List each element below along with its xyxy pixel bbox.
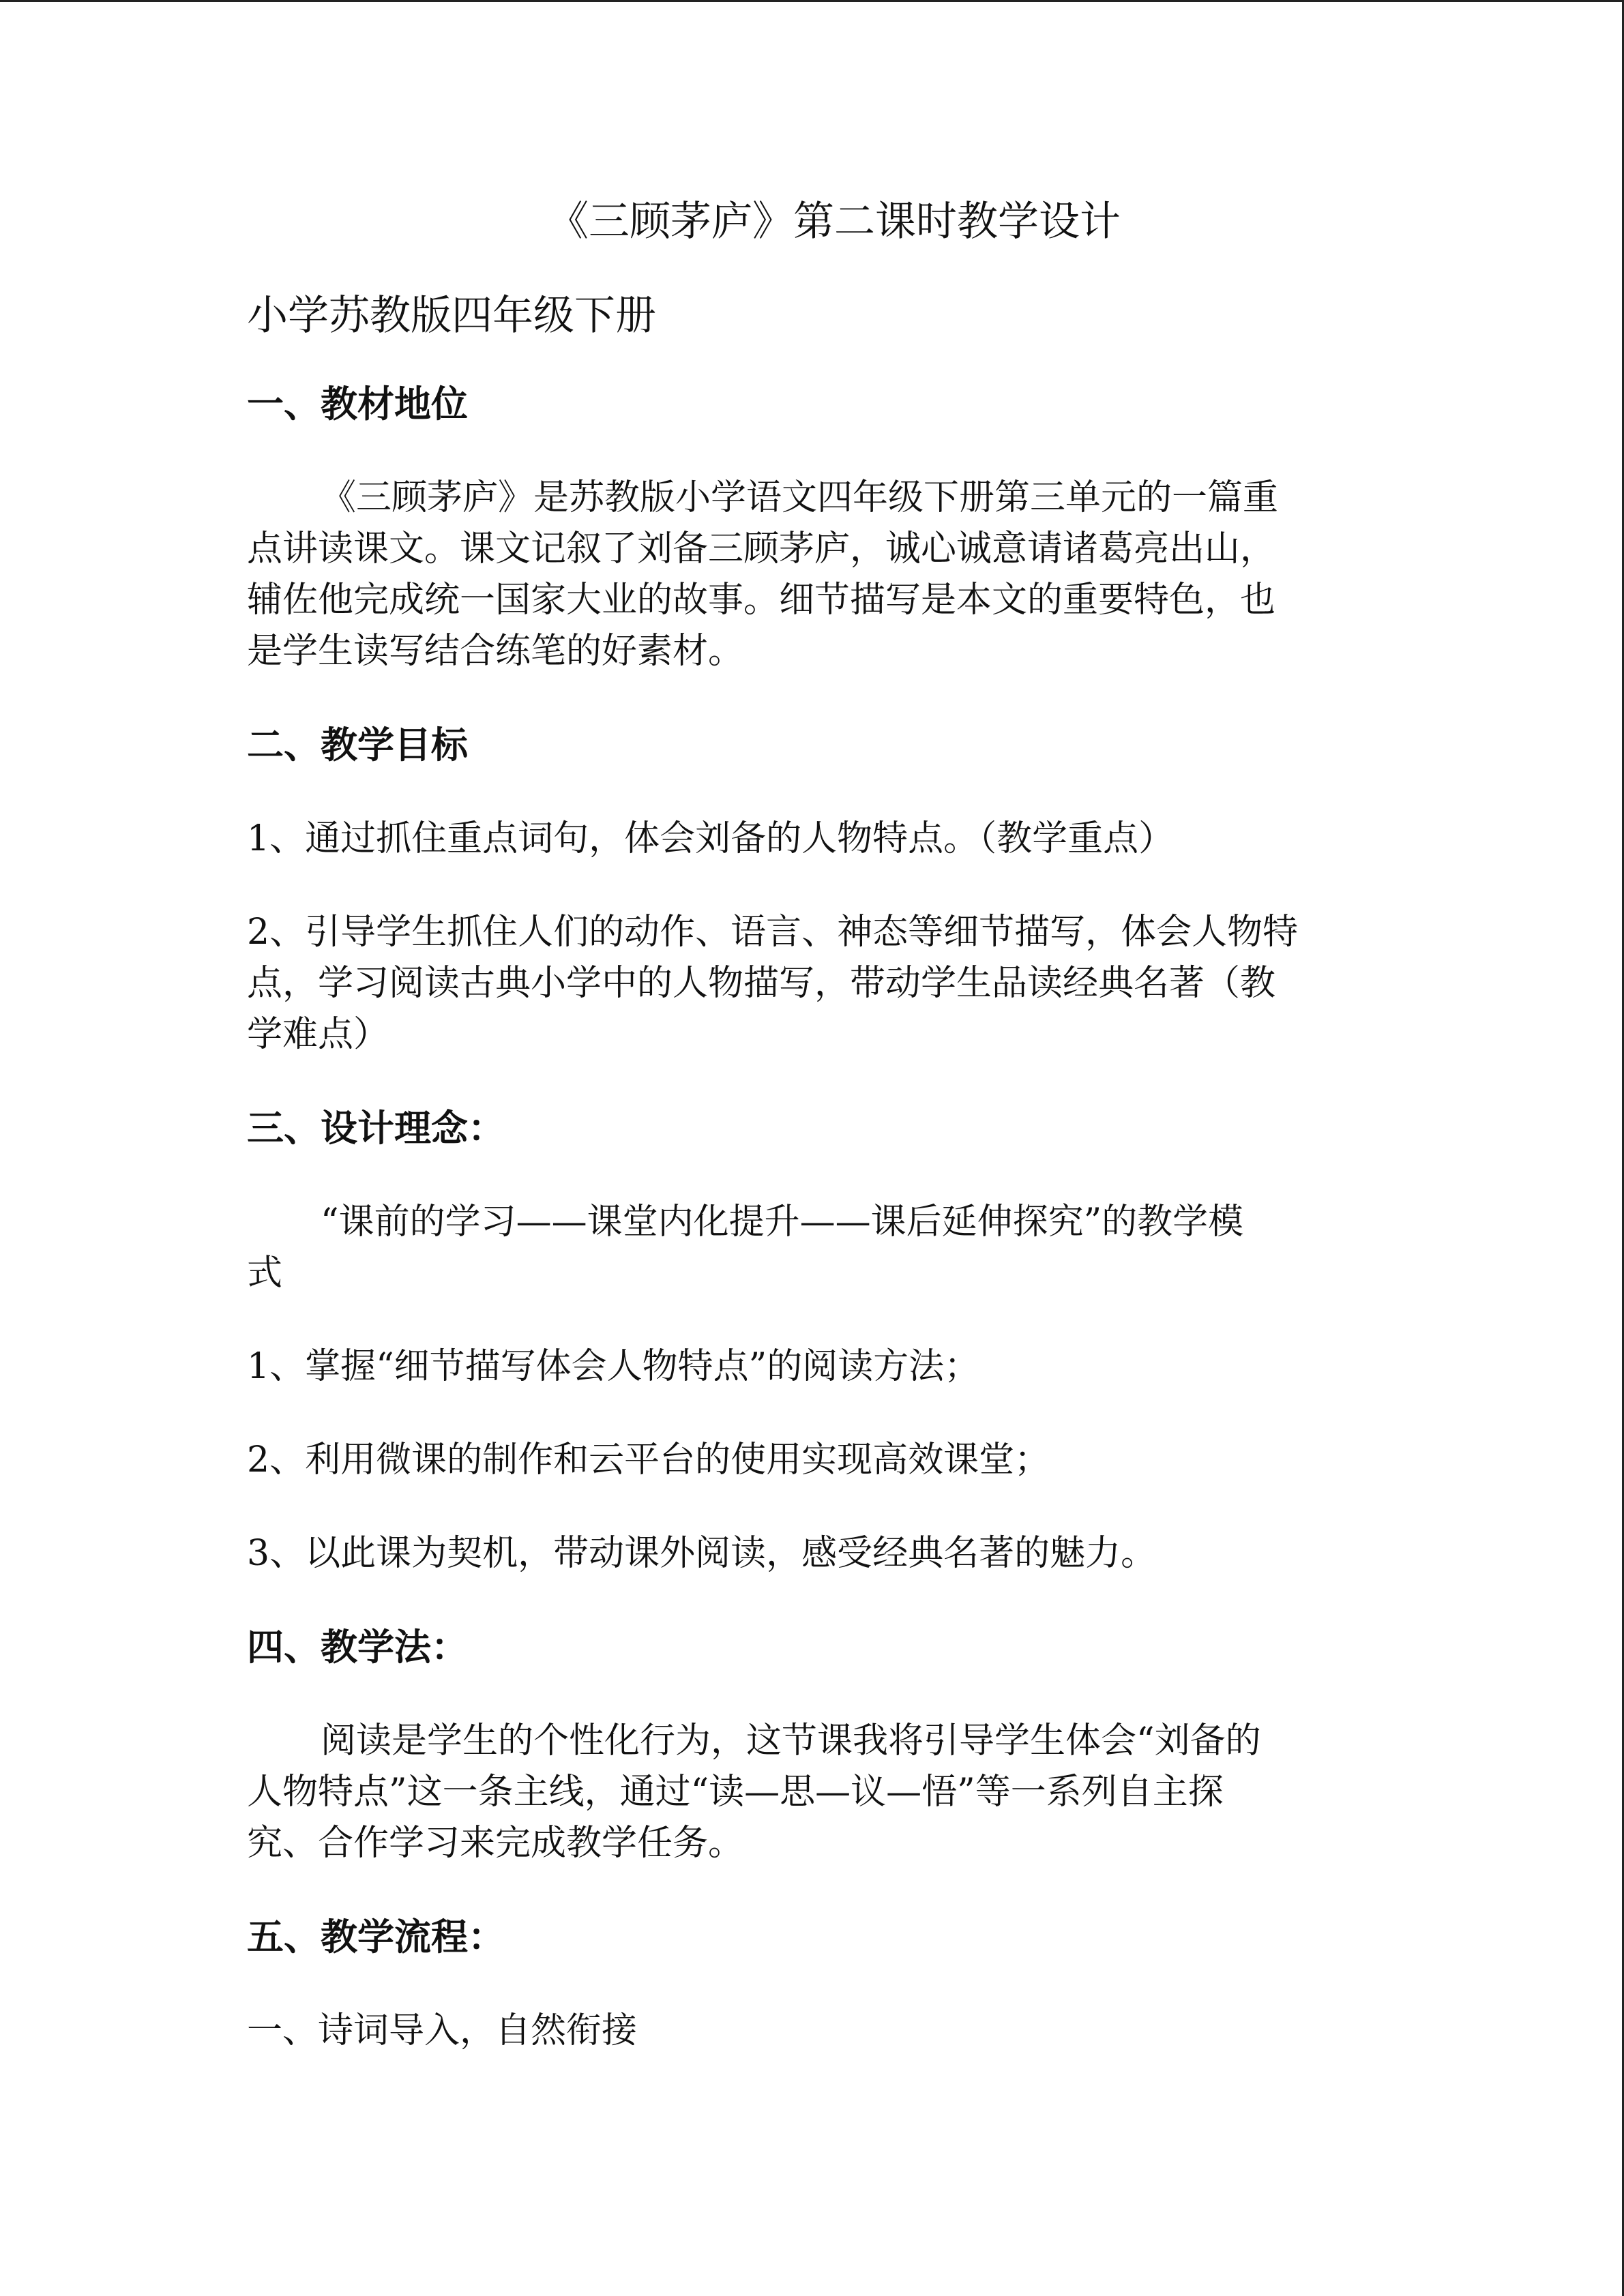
paragraph-line: “课前的学习——课堂内化提升——课后延伸探究”的教学模 [321,1202,1244,1242]
document-content [247,194,1379,2099]
goal-item-2 [247,907,1379,1060]
section-heading-design-concept: 三、设计理念： [247,1107,505,1150]
design-concept-intro [247,1197,1379,1299]
document-title: 《三顾茅庐》第二课时教学设计 [548,198,1121,245]
paragraph-line: 辅佐他完成统一国家大业的故事。细节描写是本文的重要特色，也 [247,580,1276,621]
concept-item-1: 1、掌握“细节描写体会人物特点”的阅读方法； [247,1346,980,1387]
section-heading-teaching-method: 四、教学法： [247,1626,468,1669]
paragraph-line: 《三顾茅庐》是苏教版小学语文四年级下册第三单元的一篇重 [321,477,1279,518]
concept-item-2: 2、利用微课的制作和云平台的使用实现高效课堂； [247,1440,1050,1480]
paragraph-line: 究、合作学习来完成教学任务。 [247,1823,744,1864]
paragraph-line: 阅读是学生的个性化行为，这节课我将引导学生体会“刘备的 [321,1720,1261,1761]
paragraph-line: 是学生读写结合练笔的好素材。 [247,631,744,672]
goal-line: 学难点） [247,1014,389,1055]
document-subtitle: 小学苏教版四年级下册 [247,292,656,340]
teaching-method-paragraph [247,1716,1379,1869]
paragraph-line: 人物特点”这一条主线，通过“读—思—议—悟”等一系列自主探 [247,1772,1224,1813]
paragraph-line: 式 [247,1253,283,1294]
concept-item-3: 3、以此课为契机，带动课外阅读，感受经典名著的魅力。 [247,1533,1157,1574]
section-heading-textbook-position: 一、教材地位 [247,383,468,426]
process-item-1: 一、诗词导入，自然衔接 [247,2010,638,2051]
section-heading-teaching-goals: 二、教学目标 [247,724,468,766]
goal-line: 1、通过抓住重点词句，体会刘备的人物特点。（教学重点） [247,818,1175,859]
goal-line: 点，学习阅读古典小学中的人物描写，带动学生品读经典名著（教 [247,963,1276,1004]
paragraph-line: 点讲读课文。课文记叙了刘备三顾茅庐，诚心诚意请诸葛亮出山， [247,528,1276,569]
section-heading-teaching-process: 五、教学流程： [247,1915,505,1958]
goal-item-1 [247,814,1379,865]
textbook-position-paragraph [247,473,1379,677]
goal-line: 2、引导学生抓住人们的动作、语言、神态等细节描写，体会人物特 [247,912,1299,953]
